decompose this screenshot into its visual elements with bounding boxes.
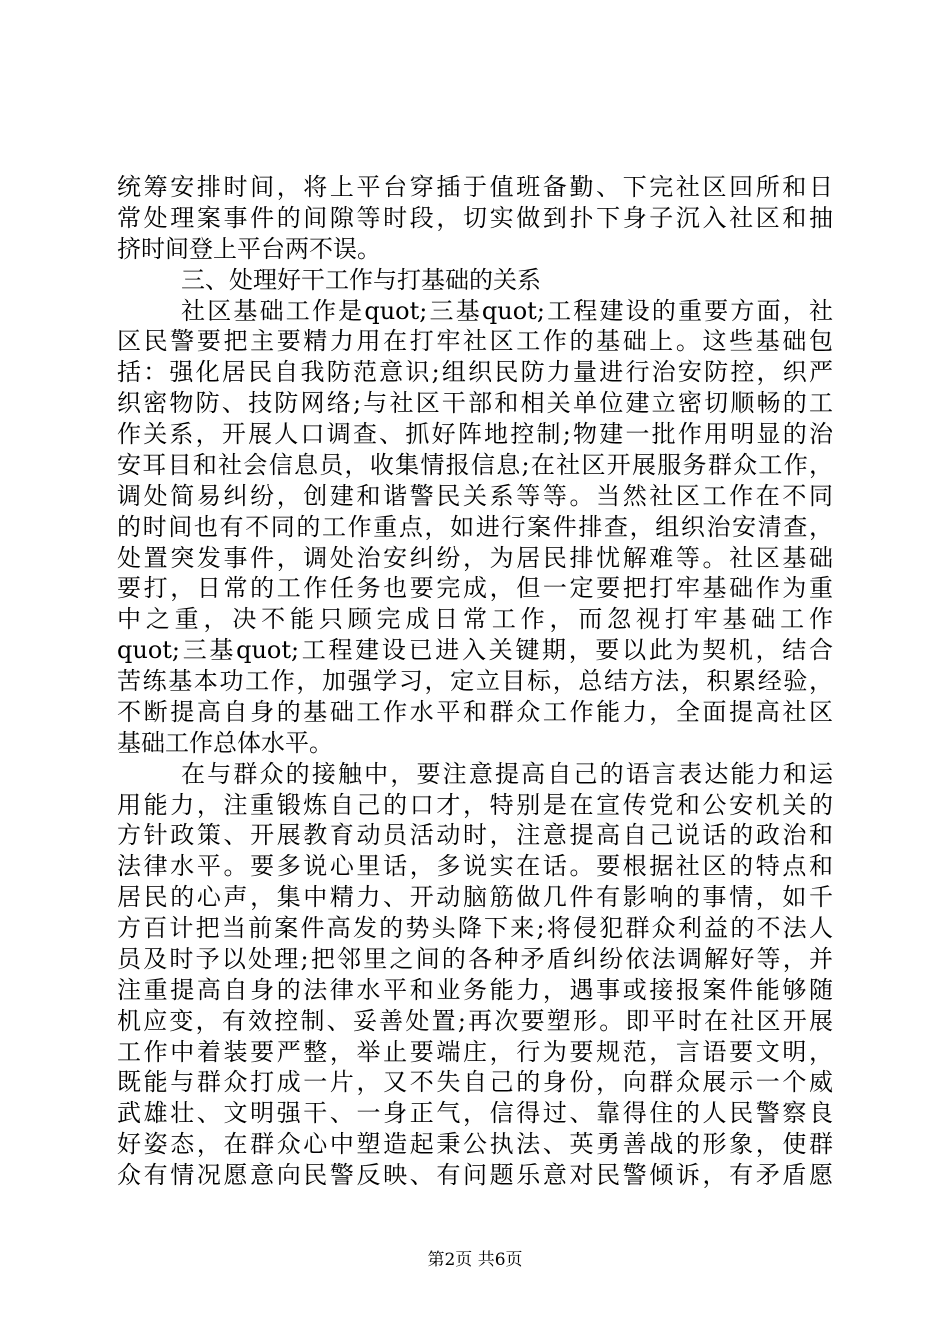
text-line: 基础工作总体水平。 <box>117 729 333 757</box>
text-line: 处置突发事件，调处治安纠纷，为居民排忧解难等。社区基础 <box>117 544 833 572</box>
text-line: 众有情况愿意向民警反映、有问题乐意对民警倾诉，有矛盾愿 <box>117 1161 833 1189</box>
text-line: 武雄壮、文明强干、一身正气，信得过、靠得住的人民警察良 <box>117 1099 833 1127</box>
text-line: 好姿态，在群众心中塑造起秉公执法、英勇善战的形象，使群 <box>117 1130 833 1158</box>
text-line: 工作中着装要严整，举止要端庄，行为要规范，言语要文明， <box>117 1038 833 1066</box>
text-line: 常处理案事件的间隙等时段，切实做到扑下身子沉入社区和抽 <box>117 204 833 232</box>
text-line: 在与群众的接触中，要注意提高自己的语言表达能力和运 <box>181 760 833 788</box>
text-line: 作关系，开展人口调查、抓好阵地控制;物建一批作用明显的治 <box>117 420 833 448</box>
text-line: 的时间也有不同的工作重点，如进行案件排查，组织治安清查， <box>117 513 833 541</box>
text-line: 既能与群众打成一片，又不失自己的身份，向群众展示一个威 <box>117 1068 833 1096</box>
text-line: 挤时间登上平台两不误。 <box>117 235 381 263</box>
text-line: 区民警要把主要精力用在打牢社区工作的基础上。这些基础包 <box>117 327 833 355</box>
text-line: 居民的心声，集中精力、开动脑筋做几件有影响的事情，如千 <box>117 883 833 911</box>
section-heading: 三、处理好干工作与打基础的关系 <box>181 266 541 294</box>
text-line: 括：强化居民自我防范意识;组织民防力量进行治安防控，织严 <box>117 358 833 386</box>
text-line: 统筹安排时间，将上平台穿插于值班备勤、下完社区回所和日 <box>117 173 833 201</box>
text-line: 安耳目和社会信息员，收集情报信息;在社区开展服务群众工作， <box>117 451 833 479</box>
text-line: 方针政策、开展教育动员活动时，注意提高自己说话的政治和 <box>117 821 833 849</box>
text-line: 方百计把当前案件高发的势头降下来;将侵犯群众利益的不法人 <box>117 914 833 942</box>
text-line: 要打，日常的工作任务也要完成，但一定要把打牢基础作为重 <box>117 574 833 602</box>
text-line: 注重提高自身的法律水平和业务能力，遇事或接报案件能够随 <box>117 976 833 1004</box>
text-line: 中之重，决不能只顾完成日常工作，而忽视打牢基础工作 <box>117 605 833 633</box>
page-number-footer: 第2页 共6页 <box>427 1250 523 1270</box>
text-line: 织密物防、技防网络;与社区干部和相关单位建立密切顺畅的工 <box>117 389 833 417</box>
text-line: 用能力，注重锻炼自己的口才，特别是在宣传党和公安机关的 <box>117 791 833 819</box>
text-line: 社区基础工作是quot;三基quot;工程建设的重要方面，社 <box>181 297 833 325</box>
text-line: quot;三基quot;工程建设已进入关键期，要以此为契机，结合 <box>117 636 833 664</box>
text-line: 法律水平。要多说心里话，多说实在话。要根据社区的特点和 <box>117 852 833 880</box>
text-line: 调处简易纠纷，创建和谐警民关系等等。当然社区工作在不同 <box>117 482 833 510</box>
text-line: 不断提高自身的基础工作水平和群众工作能力，全面提高社区 <box>117 698 833 726</box>
text-line: 机应变，有效控制、妥善处置;再次要塑形。即平时在社区开展 <box>117 1007 833 1035</box>
text-line: 员及时予以处理;把邻里之间的各种矛盾纠纷依法调解好等，并 <box>117 945 833 973</box>
text-line: 苦练基本功工作，加强学习，定立目标，总结方法，积累经验， <box>117 667 833 695</box>
